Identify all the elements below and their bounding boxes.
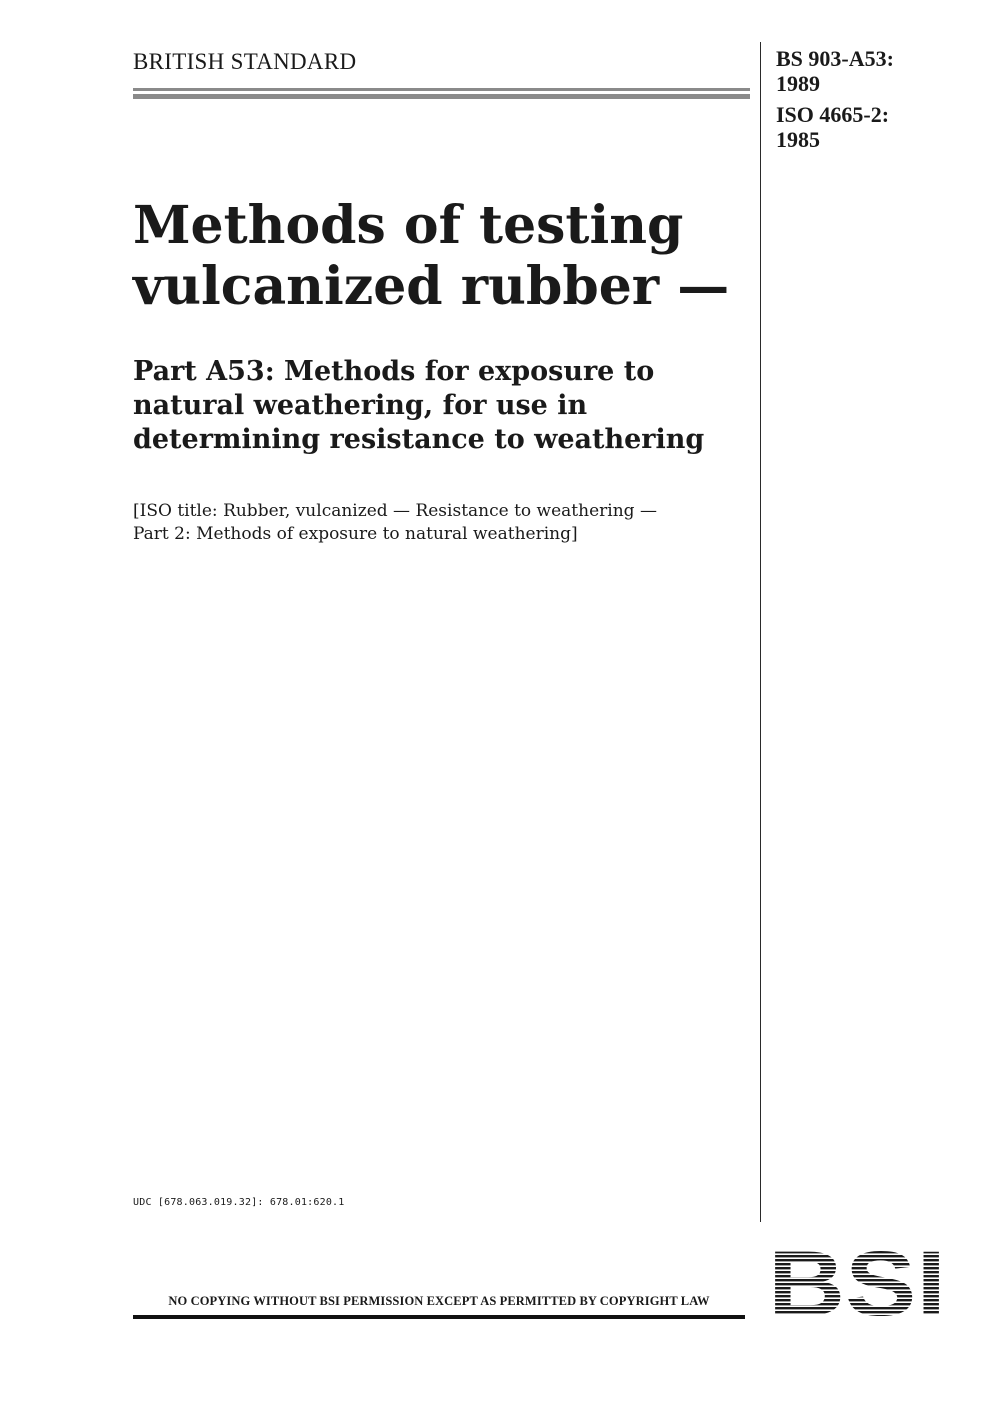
bs-year: 1989 — [776, 71, 820, 96]
iso-title-line-1: [ISO title: Rubber, vulcanized — Resistance to weathering — — [133, 501, 657, 521]
document-subtitle — [133, 355, 748, 457]
document-title — [133, 195, 753, 317]
iso-title — [133, 500, 748, 546]
header-rule-thick — [133, 94, 750, 99]
header-rule-thin — [133, 88, 750, 91]
udc-classification: UDC [678.063.019.32]: 678.01:620.1 — [133, 1197, 345, 1208]
standard-numbers — [776, 46, 894, 152]
subtitle-line-2: natural weathering, for use in — [133, 390, 588, 421]
footer-rule — [133, 1315, 745, 1319]
bs-number: BS 903-A53: — [776, 46, 894, 71]
subtitle-line-3: determining resistance to weathering — [133, 424, 705, 455]
subtitle-line-1: Part A53: Methods for exposure to — [133, 356, 655, 387]
bsi-logo — [768, 1243, 946, 1319]
svg-text:BSI: BSI — [768, 1243, 946, 1319]
iso-title-line-2: Part 2: Methods of exposure to natural weathering] — [133, 524, 578, 544]
title-line-2: vulcanized rubber — — [133, 256, 730, 317]
document-series-label: BRITISH STANDARD — [133, 49, 357, 74]
iso-year: 1985 — [776, 127, 820, 152]
vertical-divider — [760, 42, 761, 1222]
title-line-1: Methods of testing — [133, 195, 684, 256]
iso-number: ISO 4665-2: — [776, 102, 890, 127]
copyright-notice: NO COPYING WITHOUT BSI PERMISSION EXCEPT AS PERMITTED BY COPYRIGHT LAW — [168, 1294, 710, 1308]
